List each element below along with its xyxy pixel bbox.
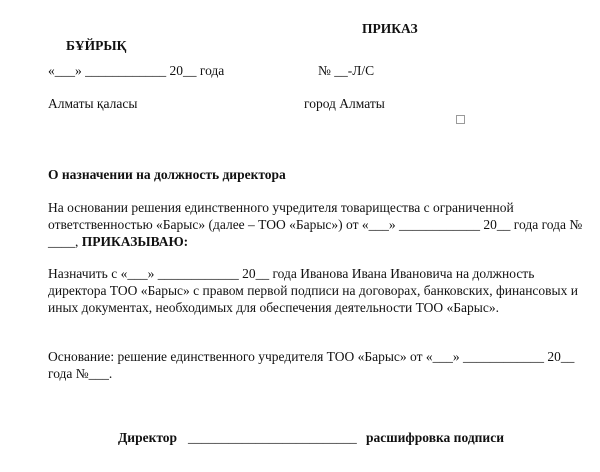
title-kz: БҰЙРЫҚ (66, 38, 127, 53)
basis-paragraph (48, 199, 588, 250)
appointment-paragraph: Назначить с «___» ____________ 20__ года Иванова Ивана Ивановича на должность директора ТОО «Барыс» с правом первой подписи на договорах, банковских, финансовых и иных документах, необходимых для обеспечения деятельности ТОО «Барыс». (48, 266, 578, 315)
city-ru: город Алматы (304, 96, 385, 111)
grounds-paragraph: Основание: решение единственного учредителя ТОО «Барыс» от «___» ____________ 20__ года №___. (48, 349, 575, 381)
signature-role: Директор (118, 430, 178, 445)
basis-text: На основании решения единственного учредителя товарищества с ограниченной ответственностью «Барыс» (далее – ТОО «Барыс») от «___» ____________ 20__ года (48, 200, 542, 232)
title-ru: ПРИКАЗ (362, 21, 418, 36)
order-number: № __-Л/С (318, 63, 375, 78)
basis-text-2: года № ____, (48, 217, 583, 249)
signature-decode: расшифровка подписи (366, 430, 504, 445)
checkbox-icon[interactable] (456, 115, 465, 124)
date-line: «___» ____________ 20__ года (48, 63, 225, 78)
city-kz: Алматы қаласы (48, 96, 138, 111)
signature-line: _________________________ (188, 430, 357, 445)
order-word: ПРИКАЗЫВАЮ: (81, 234, 189, 249)
subject-heading: О назначении на должность директора (48, 167, 286, 182)
